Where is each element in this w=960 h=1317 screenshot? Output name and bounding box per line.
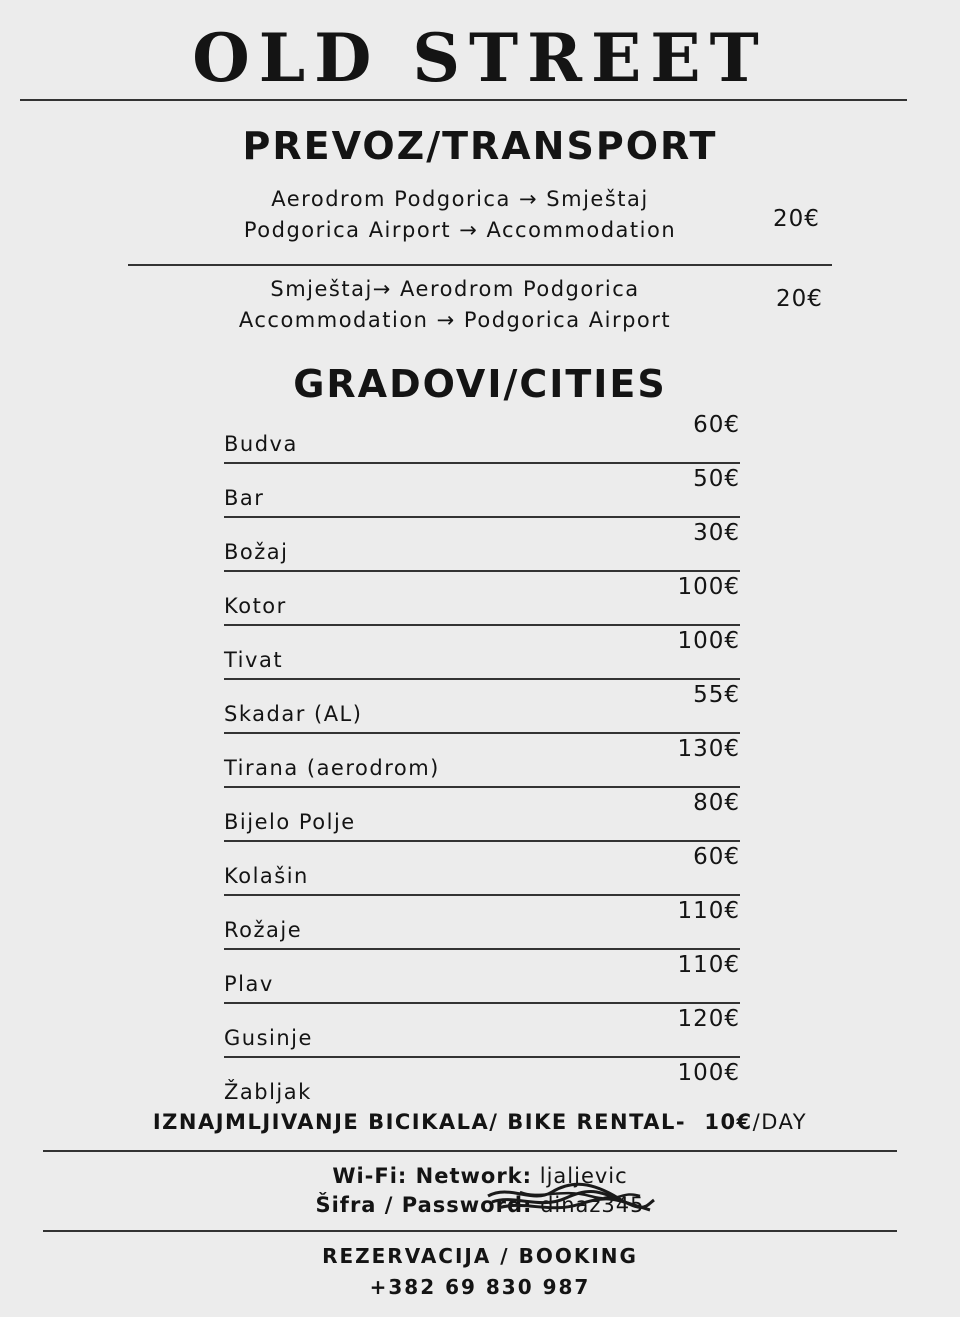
city-name: Žabljak <box>224 1080 312 1104</box>
city-name: Kolašin <box>224 864 309 888</box>
list-item <box>224 734 740 788</box>
route-1-price: 20€ <box>773 206 820 232</box>
city-price: 100€ <box>677 574 740 600</box>
list-item <box>224 680 740 734</box>
list-item <box>224 410 740 464</box>
wifi-password-label: Šifra / Password: <box>315 1193 533 1217</box>
bike-rental-price: 10€ <box>704 1110 753 1134</box>
city-price: 100€ <box>677 1060 740 1086</box>
bike-rental-unit: /DAY <box>752 1110 808 1134</box>
city-price: 110€ <box>677 952 740 978</box>
city-name: Rožaje <box>224 918 303 942</box>
list-item <box>224 842 740 896</box>
city-name: Budva <box>224 432 298 456</box>
list-item <box>224 788 740 842</box>
transport-route-1 <box>140 184 780 246</box>
city-price: 50€ <box>693 466 740 492</box>
list-item <box>224 626 740 680</box>
booking-label: REZERVACIJA / BOOKING <box>322 1244 638 1268</box>
booking-info <box>0 1241 960 1303</box>
city-price: 30€ <box>693 520 740 546</box>
route-2-line-english: Accommodation → Podgorica Airport <box>238 308 672 332</box>
cities-heading: GRADOVI/CITIES <box>293 362 667 406</box>
transport-divider <box>128 264 832 266</box>
list-item <box>224 1004 740 1058</box>
wifi-network-label: Wi-Fi: Network: <box>332 1164 533 1188</box>
city-name: Skadar (AL) <box>224 702 363 726</box>
transport-route-2 <box>135 274 775 336</box>
list-item <box>224 950 740 1004</box>
route-2-line-local: Smještaj→ Aerodrom Podgorica <box>270 277 640 301</box>
city-price: 100€ <box>677 628 740 654</box>
city-name: Tirana (aerodrom) <box>224 756 440 780</box>
list-item <box>224 518 740 572</box>
city-name: Bijelo Polje <box>224 810 356 834</box>
city-name: Bar <box>224 486 265 510</box>
city-name: Tivat <box>224 648 284 672</box>
bike-rental-label: IZNAJMLJIVANJE BICIKALA/ BIKE RENTAL- <box>152 1110 687 1134</box>
redaction-scribble <box>480 1170 660 1222</box>
route-1-line-english: Podgorica Airport → Accommodation <box>243 218 677 242</box>
header-divider <box>20 99 907 101</box>
city-name: Plav <box>224 972 274 996</box>
route-2-price: 20€ <box>776 286 823 312</box>
transport-heading: PREVOZ/TRANSPORT <box>242 124 718 168</box>
wifi-divider <box>43 1230 897 1232</box>
city-name: Gusinje <box>224 1026 313 1050</box>
city-price: 60€ <box>693 412 740 438</box>
route-1-line-local: Aerodrom Podgorica → Smještaj <box>271 187 649 211</box>
city-price: 130€ <box>677 736 740 762</box>
booking-phone: +382 69 830 987 <box>369 1275 591 1299</box>
list-item <box>224 896 740 950</box>
city-name: Božaj <box>224 540 289 564</box>
bike-rental-line <box>0 1110 960 1134</box>
city-price: 80€ <box>693 790 740 816</box>
cities-price-list <box>224 410 740 1110</box>
city-price: 110€ <box>677 898 740 924</box>
city-name: Kotor <box>224 594 287 618</box>
wifi-password-value: dinaz345 <box>540 1193 645 1217</box>
city-price: 55€ <box>693 682 740 708</box>
wifi-network-value: ljaljevic <box>539 1164 628 1188</box>
list-item <box>224 1058 740 1110</box>
city-price: 60€ <box>693 844 740 870</box>
bike-divider <box>43 1150 897 1152</box>
list-item <box>224 572 740 626</box>
page-title: OLD STREET <box>192 19 768 97</box>
list-item <box>224 464 740 518</box>
city-price: 120€ <box>677 1006 740 1032</box>
